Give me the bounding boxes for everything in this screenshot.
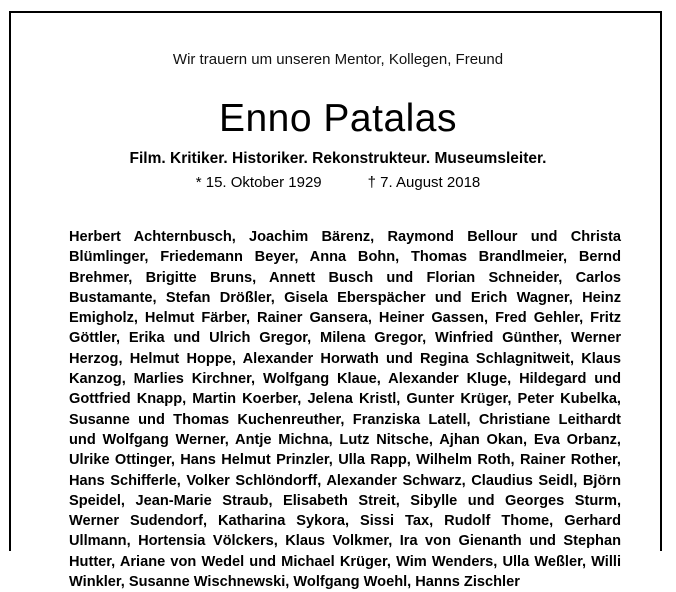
death-date: † 7. August 2018	[367, 174, 481, 191]
dates-line	[0, 174, 676, 191]
intro-line: Wir trauern um unseren Mentor, Kollegen, Freund	[172, 51, 504, 68]
mourners-list: Herbert Achternbusch, Joachim Bärenz, Raymond Bellour und Christa Blümlinger, Friedemann Beyer, Anna Bohn, Thomas Brandlmeier, Bernd Brehmer, Brigitte Bruns, Annett Busch und Florian Schneider, Carlos Bustamante, Stefan Drößler, Gisela Eberspächer und Erich Wagner, Heinz Emigholz, Helmut Färber, Rainer Gansera, Heiner Gassen, Fred Gehler, Fritz Göttler, Erika und Ulrich Gregor, Milena Gregor, Winfried Günther, Werner Herzog, Helmut Hoppe, Alexander Horwath und Regina Schlagnitweit, Klaus Kanzog, Marlies Kirchner, Wolfgang Klaue, Alexander Kluge, Hildegard und Gottfried Knapp, Martin Koerber, Jelena Kristl, Gunter Krüger, Peter Kubelka, Susanne und Thomas Kuchenreuther, Franziska Latell, Christiane Leithardt und Wolfgang Werner, Antje Michna, Lutz Nitsche, Ajhan Okan, Eva Orbanz, Ulrike Ottinger, Hans Helmut Prinzler, Ulla Rapp, Wilhelm Roth, Rainer Rother, Hans Schifferle, Volker Schlöndorff, Alexander Schwarz, Claudius Seidl, Björn Speidel, Jean-Marie Straub, Elisabeth Streit, Sibylle und Georges Sturm, Werner Sudendorf, Katharina Sykora, Sissi Tax, Rudolf Thome, Gerhard Ullmann, Hortensia Völckers, Klaus Volkmer, Ira von Gienanth und Stephan Hutter, Ariane von Wedel und Michael Krüger, Wim Wenders, Ulla Weßler, Willi Winkler, Susanne Wischnewski, Wolfgang Woehl, Hanns Zischler	[69, 229, 621, 591]
roles-line: Film. Kritiker. Historiker. Rekonstrukteur. Museumsleiter.	[129, 150, 547, 167]
birth-date: * 15. Oktober 1929	[195, 174, 322, 191]
deceased-name: Enno Patalas	[218, 97, 457, 140]
